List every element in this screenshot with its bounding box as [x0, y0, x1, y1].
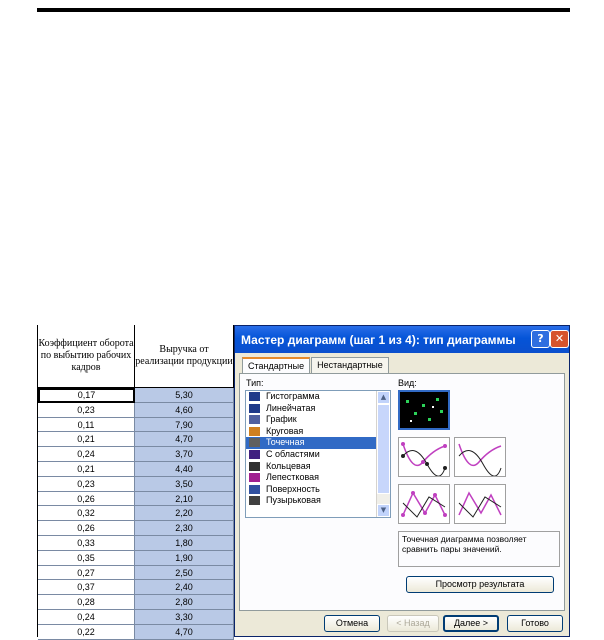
table-row [38, 506, 234, 521]
table-row [38, 492, 234, 507]
tab-panel [239, 373, 565, 611]
chart-type-item[interactable] [246, 391, 390, 403]
cell-turnover[interactable]: 0,35 [38, 551, 135, 566]
table-row [38, 610, 234, 625]
cell-revenue[interactable]: 4,40 [135, 462, 234, 477]
cell-revenue[interactable]: 4,60 [135, 403, 234, 418]
straight-markers-icon [399, 485, 449, 523]
finish-button[interactable]: Готово [507, 615, 563, 632]
line-chart-icon [249, 415, 260, 424]
subtype-smoothed-markers[interactable] [398, 437, 450, 477]
chart-type-item[interactable] [246, 461, 390, 473]
chart-type-label: Пузырьковая [266, 495, 321, 506]
table-row [38, 447, 234, 462]
tab-custom[interactable]: Нестандартные [311, 357, 389, 374]
cell-revenue[interactable]: 3,70 [135, 447, 234, 462]
view-label: Вид: [398, 378, 417, 388]
cell-revenue[interactable]: 3,30 [135, 610, 234, 625]
cell-revenue[interactable]: 5,30 [135, 388, 234, 403]
chart-type-item[interactable] [246, 437, 390, 449]
preview-result-button[interactable]: Просмотр результата [406, 576, 554, 593]
tab-strip [242, 357, 390, 374]
table-row [38, 625, 234, 640]
back-button[interactable]: < Назад [387, 615, 439, 632]
cell-revenue[interactable]: 2,80 [135, 595, 234, 610]
cell-turnover[interactable]: 0,33 [38, 536, 135, 551]
type-label: Тип: [246, 378, 264, 388]
surface-icon [249, 485, 260, 494]
help-button[interactable]: ? [531, 330, 550, 348]
cell-revenue[interactable]: 2,30 [135, 521, 234, 536]
cell-turnover[interactable]: 0,28 [38, 595, 135, 610]
chart-type-label: Гистограмма [266, 391, 320, 401]
chart-type-list[interactable] [245, 390, 391, 518]
cell-revenue[interactable]: 2,10 [135, 492, 234, 507]
chart-type-item[interactable] [246, 403, 390, 415]
cancel-button[interactable]: Отмена [324, 615, 380, 632]
table-row [38, 403, 234, 418]
cell-revenue[interactable]: 1,80 [135, 536, 234, 551]
chart-description: Точечная диаграмма позволяет сравнить пары значений. [398, 531, 560, 567]
pie-icon [249, 427, 260, 436]
subtype-smoothed[interactable] [454, 437, 506, 477]
table-row [38, 521, 234, 536]
chart-type-item[interactable] [246, 449, 390, 461]
subtype-straight-markers[interactable] [398, 484, 450, 524]
chart-type-label: Круговая [266, 425, 304, 436]
subtype-straight[interactable] [454, 484, 506, 524]
cell-revenue[interactable]: 1,90 [135, 551, 234, 566]
cell-revenue[interactable]: 7,90 [135, 418, 234, 433]
next-button[interactable]: Далее > [443, 615, 499, 632]
cell-turnover[interactable]: 0,22 [38, 625, 135, 640]
tab-standard[interactable]: Стандартные [242, 357, 310, 374]
cell-revenue[interactable]: 2,50 [135, 566, 234, 581]
subtype-scatter-markers[interactable] [398, 390, 450, 430]
doughnut-icon [249, 462, 260, 471]
cell-turnover[interactable]: 0,37 [38, 580, 135, 595]
cell-turnover[interactable]: 0,23 [38, 403, 135, 418]
chart-type-item[interactable] [246, 472, 390, 484]
chart-type-label: График [266, 414, 297, 425]
table-row [38, 477, 234, 492]
table-row [38, 580, 234, 595]
area-icon [249, 450, 260, 459]
cell-revenue[interactable]: 4,70 [135, 625, 234, 640]
cell-turnover[interactable]: 0,21 [38, 432, 135, 447]
scroll-up-icon[interactable]: ▲ [377, 391, 390, 404]
table-row [38, 462, 234, 477]
bar-icon [249, 404, 260, 413]
cell-turnover[interactable]: 0,26 [38, 492, 135, 507]
close-button[interactable]: ✕ [550, 330, 569, 348]
chart-type-label: С областями [266, 448, 320, 459]
cell-revenue[interactable]: 2,20 [135, 506, 234, 521]
sheet-rows [38, 388, 234, 640]
chart-type-item[interactable] [246, 426, 390, 438]
table-row [38, 418, 234, 433]
smoothed-lines-icon [455, 438, 505, 476]
dialog-title: Мастер диаграмм (шаг 1 из 4): тип диаграммы [235, 326, 569, 353]
cell-revenue[interactable]: 2,40 [135, 580, 234, 595]
scatter-icon [249, 438, 260, 447]
chart-type-label: Линейчатая [266, 402, 316, 413]
table-row [38, 536, 234, 551]
smoothed-markers-icon [399, 438, 449, 476]
chart-type-item[interactable] [246, 414, 390, 426]
cell-turnover[interactable]: 0,32 [38, 506, 135, 521]
cell-turnover[interactable]: 0,17 [38, 388, 135, 403]
chart-type-item[interactable] [246, 484, 390, 496]
cell-turnover[interactable]: 0,11 [38, 418, 135, 433]
spreadsheet [37, 325, 234, 637]
cell-turnover[interactable]: 0,24 [38, 447, 135, 462]
chart-type-label: Точечная [266, 437, 305, 448]
cell-turnover[interactable]: 0,24 [38, 610, 135, 625]
cell-turnover[interactable]: 0,23 [38, 477, 135, 492]
chart-wizard-dialog [234, 325, 570, 637]
scatter-markers-icon [400, 392, 448, 428]
bubble-icon [249, 496, 260, 505]
table-row [38, 388, 234, 403]
cell-turnover[interactable]: 0,26 [38, 521, 135, 536]
table-row [38, 566, 234, 581]
list-scrollbar[interactable] [376, 391, 390, 517]
table-row [38, 551, 234, 566]
column-header-turnover[interactable]: Коэффициент оборота по выбытию рабочих кадров [38, 325, 135, 388]
table-row [38, 432, 234, 447]
histogram-icon [249, 392, 260, 401]
straight-lines-icon [455, 485, 505, 523]
column-header-revenue[interactable]: Выручка от реализации продукции [135, 325, 234, 388]
table-row [38, 595, 234, 610]
cell-revenue[interactable]: 3,50 [135, 477, 234, 492]
chart-type-label: Поверхность [266, 483, 320, 494]
chart-type-item[interactable] [246, 495, 390, 507]
cell-turnover[interactable]: 0,21 [38, 462, 135, 477]
scroll-down-icon[interactable]: ▼ [377, 504, 390, 517]
cell-revenue[interactable]: 4,70 [135, 432, 234, 447]
scroll-thumb[interactable] [377, 404, 390, 494]
top-rule [37, 8, 570, 12]
cell-turnover[interactable]: 0,27 [38, 566, 135, 581]
radar-icon [249, 473, 260, 482]
chart-type-label: Лепестковая [266, 472, 320, 483]
chart-type-label: Кольцевая [266, 460, 311, 471]
